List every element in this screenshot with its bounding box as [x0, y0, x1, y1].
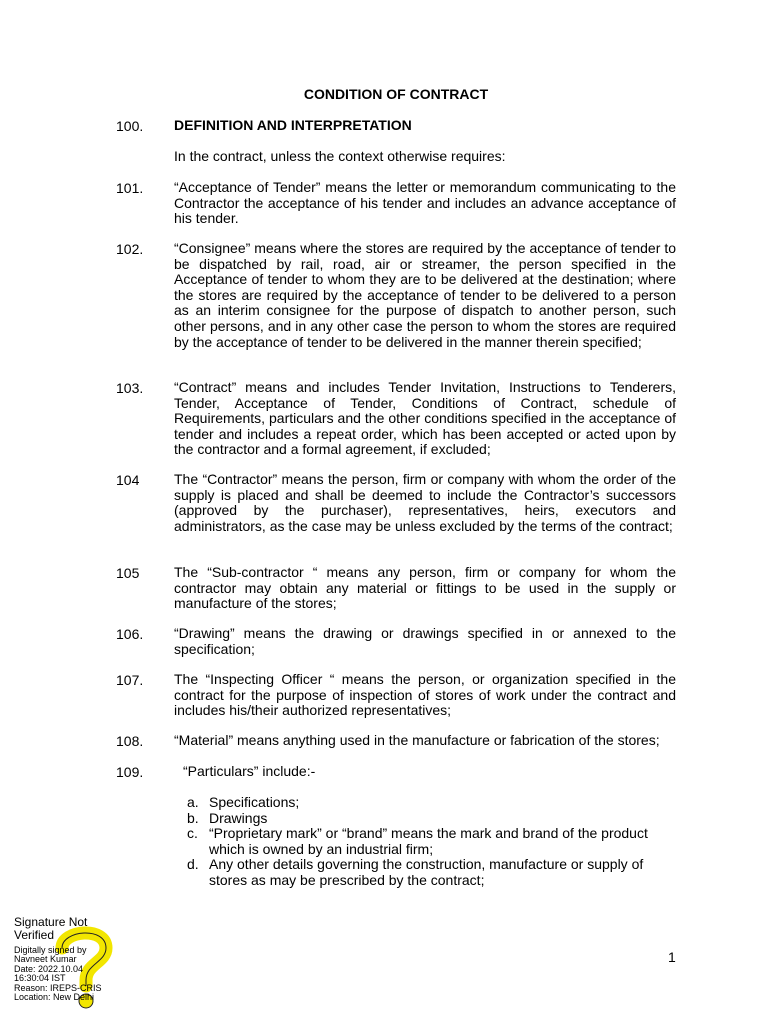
clause-number: 108.: [116, 733, 144, 749]
signature-status: [14, 916, 87, 942]
signature-detail-line: Reason: IREPS-CRIS: [14, 982, 102, 993]
list-item: [187, 826, 677, 857]
list-item: [187, 811, 677, 827]
clause-number: 101.: [116, 180, 144, 196]
section-number: 100.: [116, 118, 144, 134]
list-item: [187, 795, 677, 811]
list-marker: c.: [187, 825, 198, 842]
signature-details: [14, 946, 102, 1002]
clause-text: “Material” means anything used in the manufacture or fabrication of the stores;: [174, 732, 660, 748]
page-number: 1: [668, 949, 676, 965]
document-title: CONDITION OF CONTRACT: [303, 86, 489, 102]
intro-text: In the contract, unless the context otherwise requires:: [174, 148, 506, 164]
list-item-text: Specifications;: [209, 794, 300, 810]
list-item-text: Drawings: [209, 809, 268, 826]
clause-number: 105: [116, 565, 140, 581]
clause-number: 102.: [116, 241, 144, 257]
signature-detail-line: 16:30:04 IST: [14, 973, 66, 984]
clause-number: 103.: [116, 380, 144, 396]
list-marker: a.: [187, 794, 199, 810]
clause-number: 107.: [116, 672, 144, 688]
clause-number: 104: [116, 472, 140, 488]
particulars-list: [187, 795, 677, 889]
clause-number: 109.: [116, 764, 144, 780]
clause-text: The “Inspecting Officer “ means the person, or organization specified in the contract for the purpose of inspection of stores of work under the contract and includes his/their authorized representatives;: [174, 671, 676, 719]
clause-number: 106.: [116, 626, 144, 642]
list-marker: b.: [187, 809, 199, 826]
signature-status-line: Verified: [14, 928, 55, 942]
list-marker: d.: [187, 856, 199, 873]
signature-detail-line: Location: New Delhi: [14, 992, 95, 1003]
digital-signature-block: [14, 916, 124, 1008]
list-item: [187, 857, 677, 888]
clause-text: “Drawing” means the drawing or drawings specified in or annexed to the specification;: [174, 625, 676, 657]
clause-text: “Acceptance of Tender” means the letter or memorandum communicating to the Contractor the acceptance of his tender and includes an advance acceptance of his tender.: [174, 179, 676, 227]
list-item-text: “Proprietary mark” or “brand” means the mark and brand of the product which is owned by an industrial firm;: [209, 825, 648, 857]
signature-detail-line: Digitally signed by: [14, 945, 87, 955]
signature-detail-line: Date: 2022.10.04: [14, 963, 84, 974]
clause-text: The “Contractor” means the person, firm or company with whom the order of the supply is placed and shall be deemed to include the Contractor’s successors (approved by the purchaser), representatives, heirs, executors and administrators, as the case may be unless excluded by the terms of the contract;: [174, 471, 676, 534]
clause-text: The “Sub-contractor “ means any person, firm or company for whom the contractor may obtain any material or fittings to be used in the supply or manufacture of the stores;: [174, 564, 676, 612]
signature-status-line: Signature Not: [14, 915, 88, 929]
clause-text: “Consignee” means where the stores are required by the acceptance of tender to be dispatched by rail, road, air or streamer, the person specified in the Acceptance of tender to whom they are to be delivered at the destination; where the stores are required by the acceptance of tender to be delivered to a person as an interim consignee for the purpose of dispatch to another person, such other persons, and in any other case the person to whom the stores are required by the acceptance of tender to be delivered in the manner therein specified;: [174, 240, 676, 350]
signature-detail-line: Navneet Kumar: [14, 954, 77, 965]
clause-text: “Contract” means and includes Tender Invitation, Instructions to Tenderers, Tender, Acceptance of Tender, Conditions of Contract, schedule of Requirements, particulars and the other conditions specified in the acceptance of tender and includes a repeat order, which has been accepted or acted upon by the contractor and a formal agreement, if excluded;: [174, 379, 676, 458]
list-item-text: Any other details governing the construction, manufacture or supply of stores as may be prescribed by the contract;: [209, 856, 644, 888]
clause-text: “Particulars” include:-: [183, 763, 316, 779]
section-heading: DEFINITION AND INTERPRETATION: [174, 117, 412, 133]
